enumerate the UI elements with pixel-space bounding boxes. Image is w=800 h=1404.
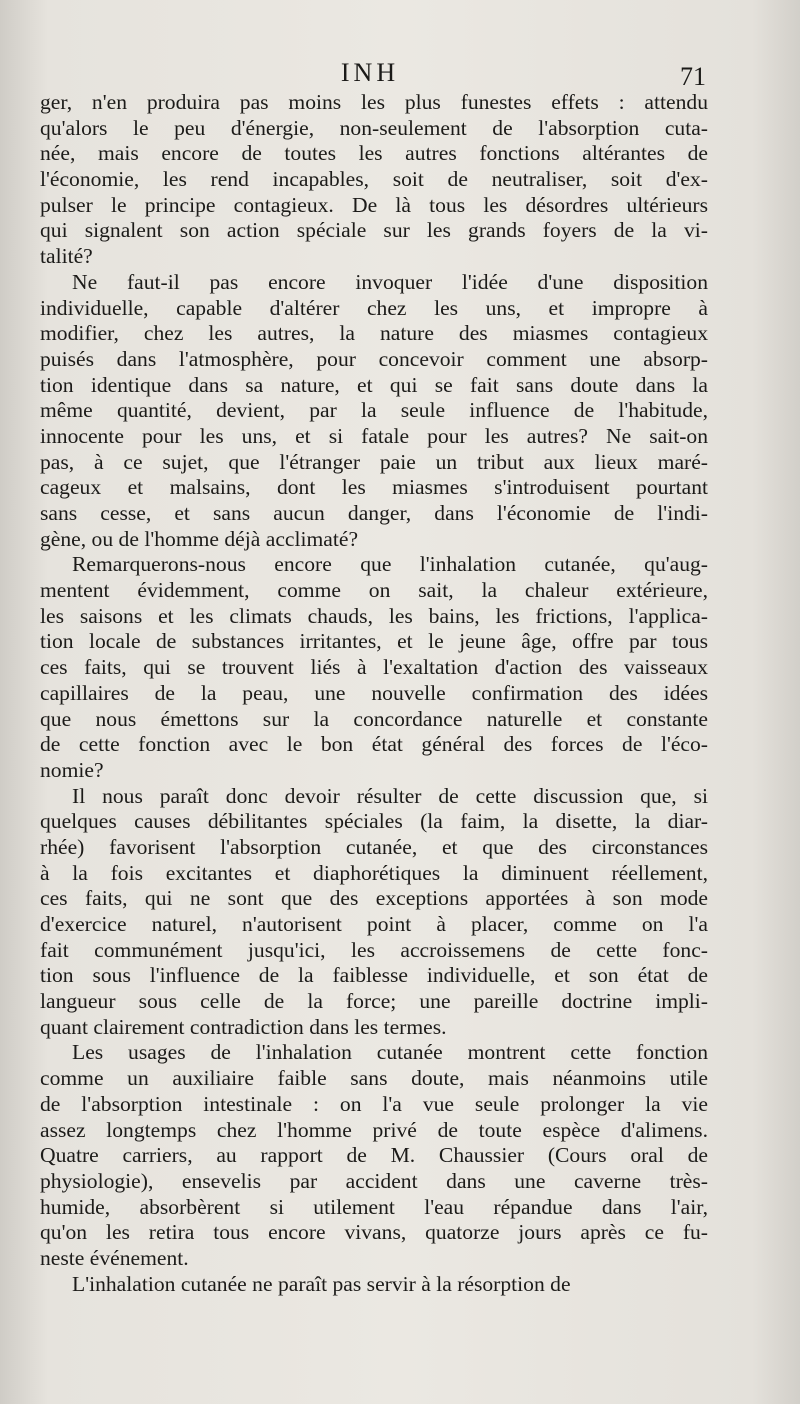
text-line: les saisons et les climats chauds, les bains, les frictions, l'applica- <box>40 603 708 628</box>
text-line: même quantité, devient, par la seule influence de l'habitude, <box>40 398 708 423</box>
text-line: physiologie), ensevelis par accident dans une caverne très- <box>40 1168 708 1193</box>
text-line: d'exercice naturel, n'autorisent point à placer, comme on l'a <box>40 912 708 936</box>
text-line: Remarquerons-nous encore que l'inhalation cutanée, qu'aug- <box>72 552 708 577</box>
text-line: fait communément jusqu'ici, les accroissemens de cette fonc- <box>40 937 708 962</box>
paragraph <box>40 90 708 270</box>
text-line: Ne faut-il pas encore invoquer l'idée d'une disposition <box>72 269 708 294</box>
text-line: ces faits, qui se trouvent liés à l'exaltation d'action des vaisseaux <box>40 655 708 680</box>
text-line: tion sous l'influence de la faiblesse individuelle, et son état de <box>40 963 708 988</box>
text-line: ger, n'en produira pas moins les plus funestes effets : attendu <box>40 90 708 114</box>
text-line: assez longtemps chez l'homme privé de toute espèce d'alimens. <box>40 1117 708 1142</box>
text-line: tion identique dans sa nature, et qui se fait sans doute dans la <box>40 372 708 397</box>
text-line: l'économie, les rend incapables, soit de neutraliser, soit d'ex- <box>40 167 708 192</box>
paragraph <box>40 270 708 553</box>
text-line: cageux et malsains, dont les miasmes s'introduisent pourtant <box>40 475 708 500</box>
text-line: mentent évidemment, comme on sait, la chaleur extérieure, <box>40 578 708 603</box>
text-line: langueur sous celle de la force; une pareille doctrine impli- <box>40 989 708 1014</box>
text-line: tion locale de substances irritantes, et le jeune âge, offre par tous <box>40 629 708 654</box>
paragraph <box>40 1040 708 1271</box>
text-line: neste événement. <box>40 1245 189 1270</box>
text-line: qu'alors le peu d'énergie, non-seulement de l'absorption cuta- <box>40 115 708 140</box>
text-line: capillaires de la peau, une nouvelle confirmation des idées <box>40 680 708 705</box>
text-line: quant clairement contradiction dans les termes. <box>40 1014 447 1039</box>
text-line: pas, à ce sujet, que l'étranger paie un tribut aux lieux maré- <box>40 449 708 474</box>
text-line: Les usages de l'inhalation cutanée montrent cette fonction <box>72 1040 708 1065</box>
text-line: L'inhalation cutanée ne paraît pas servir à la résorption de <box>72 1271 571 1296</box>
text-line: comme un auxiliaire faible sans doute, mais néanmoins utile <box>40 1066 708 1091</box>
running-head: INH <box>340 58 400 87</box>
text-line: nomie? <box>40 757 104 782</box>
text-line: puisés dans l'atmosphère, pour concevoir comment une absorp- <box>40 346 708 371</box>
text-line: quelques causes débilitantes spéciales (la faim, la disette, la diar- <box>40 809 708 834</box>
paragraph <box>40 552 708 783</box>
page-header <box>0 58 800 94</box>
text-line: ces faits, qui ne sont que des exceptions apportées à son mode <box>40 886 708 911</box>
text-line: rhée) favorisent l'absorption cutanée, et que des circonstances <box>40 834 708 859</box>
text-line: individuelle, capable d'altérer chez les uns, et impropre à <box>40 295 708 320</box>
text-line: Quatre carriers, au rapport de M. Chaussier (Cours oral de <box>40 1143 708 1168</box>
text-line: gène, ou de l'homme déjà acclimaté? <box>40 526 359 551</box>
text-line: talité? <box>40 244 93 269</box>
paragraph <box>40 784 708 1041</box>
text-line: Il nous paraît donc devoir résulter de cette discussion que, si <box>72 783 708 808</box>
text-line: de l'absorption intestinale : on l'a vue seule prolonger la vie <box>40 1091 708 1116</box>
text-line: à la fois excitantes et diaphorétiques la diminuent réellement, <box>40 860 708 885</box>
text-line: qui signalent son action spéciale sur les grands foyers de la vi- <box>40 218 708 243</box>
text-line: née, mais encore de toutes les autres fonctions altérantes de <box>40 141 708 166</box>
body-text <box>40 90 708 1297</box>
text-line: pulser le principe contagieux. De là tous les désordres ultérieurs <box>40 192 708 217</box>
paragraph <box>40 1272 708 1298</box>
page-number: 71 <box>680 62 706 91</box>
text-line: qu'on les retira tous encore vivans, quatorze jours après ce fu- <box>40 1220 708 1245</box>
text-line: innocente pour les uns, et si fatale pour les autres? Ne sait-on <box>40 423 708 448</box>
text-line: humide, absorbèrent si utilement l'eau répandue dans l'air, <box>40 1194 708 1219</box>
text-line: que nous émettons sur la concordance naturelle et constante <box>40 706 708 731</box>
text-line: modifier, chez les autres, la nature des miasmes contagieux <box>40 321 708 346</box>
text-line: sans cesse, et sans aucun danger, dans l'économie de l'indi- <box>40 501 708 525</box>
text-line: de cette fonction avec le bon état général des forces de l'éco- <box>40 732 708 757</box>
